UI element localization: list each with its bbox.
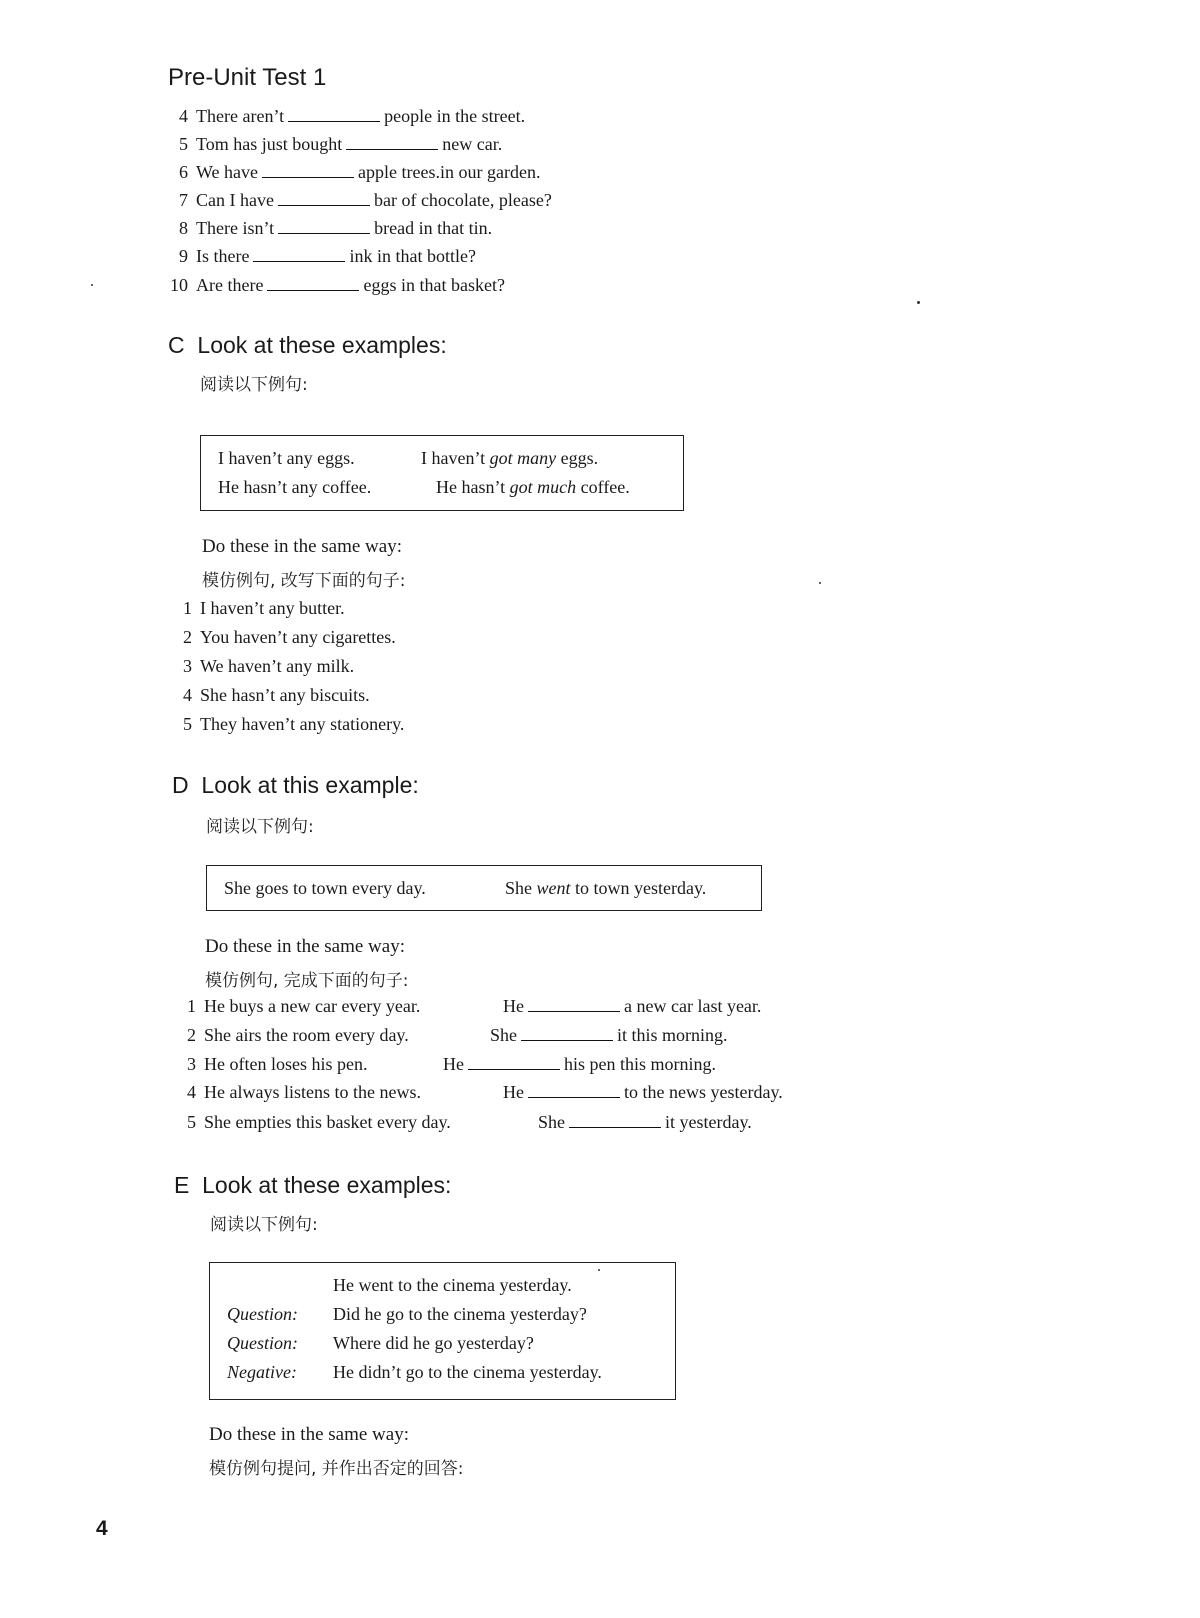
section-d-heading: D Look at this example: xyxy=(172,772,419,798)
section-e-instruction: Do these in the same way: xyxy=(209,1424,409,1445)
list-item-answer: She it this morning. xyxy=(490,1025,728,1045)
list-item: 4 He always listens to the news. xyxy=(187,1082,421,1102)
list-item: 9 Is there ink in that bottle? xyxy=(179,246,476,266)
page-number: 4 xyxy=(96,1517,108,1540)
list-item: 8 There isn’t bread in that tin. xyxy=(179,218,493,238)
example-label: Question: xyxy=(227,1304,298,1324)
answer-blank[interactable] xyxy=(569,1113,661,1128)
section-c-instruction: Do these in the same way: xyxy=(202,536,402,557)
scan-speck xyxy=(91,284,93,286)
list-item-answer: She it yesterday. xyxy=(538,1112,752,1132)
list-item: 5 She empties this basket every day. xyxy=(187,1112,451,1132)
list-item-answer: He his pen this morning. xyxy=(443,1054,716,1074)
answer-blank[interactable] xyxy=(278,219,370,234)
example-text: Where did he go yesterday? xyxy=(333,1333,534,1353)
example-left: She goes to town every day. xyxy=(224,878,426,898)
list-item: 4 She hasn’t any biscuits. xyxy=(183,685,370,705)
example-box-c xyxy=(200,435,684,511)
example-label: Negative: xyxy=(227,1362,297,1382)
example-box-e xyxy=(209,1262,676,1400)
section-d-cn-instruction: 模仿例句, 完成下面的句子: xyxy=(205,971,409,991)
section-e-cn-instruction: 模仿例句提问, 并作出否定的回答: xyxy=(209,1459,464,1479)
list-item: 7 Can I have bar of chocolate, please? xyxy=(179,190,552,210)
section-c-heading: C Look at these examples: xyxy=(168,332,447,358)
list-item: 4 There aren’t people in the street. xyxy=(179,106,526,126)
list-item: 6 We have apple trees.in our garden. xyxy=(179,162,541,182)
example-right: She went to town yesterday. xyxy=(505,878,707,898)
example-right: He hasn’t got much coffee. xyxy=(436,477,630,497)
list-item: 3 We haven’t any milk. xyxy=(183,656,355,676)
answer-blank[interactable] xyxy=(288,107,380,122)
answer-blank[interactable] xyxy=(468,1055,560,1070)
scan-speck xyxy=(917,301,920,304)
example-right: I haven’t got many eggs. xyxy=(421,448,599,468)
example-statement: He went to the cinema yesterday. xyxy=(333,1275,572,1295)
section-e-cn-heading: 阅读以下例句: xyxy=(210,1215,318,1235)
list-item: 2 She airs the room every day. xyxy=(187,1025,409,1045)
section-d-cn-heading: 阅读以下例句: xyxy=(206,817,314,837)
list-item: 3 He often loses his pen. xyxy=(187,1054,368,1074)
section-c-cn-instruction: 模仿例句, 改写下面的句子: xyxy=(202,571,406,591)
list-item: 1 He buys a new car every year. xyxy=(187,996,421,1016)
section-e-heading: E Look at these examples: xyxy=(174,1172,452,1198)
list-item: 2 You haven’t any cigarettes. xyxy=(183,627,396,647)
section-c-cn-heading: 阅读以下例句: xyxy=(200,375,308,395)
list-item: 5 Tom has just bought new car. xyxy=(179,134,503,154)
answer-blank[interactable] xyxy=(521,1026,613,1041)
example-left: I haven’t any eggs. xyxy=(218,448,355,468)
section-d-instruction: Do these in the same way: xyxy=(205,936,405,957)
scan-speck xyxy=(819,582,821,584)
answer-blank[interactable] xyxy=(528,1083,620,1098)
answer-blank[interactable] xyxy=(267,276,359,291)
page-title: Pre-Unit Test 1 xyxy=(168,64,327,91)
example-text: He didn’t go to the cinema yesterday. xyxy=(333,1362,602,1382)
answer-blank[interactable] xyxy=(528,997,620,1012)
scan-speck xyxy=(598,1269,600,1271)
list-item: 10 Are there eggs in that basket? xyxy=(170,275,505,295)
answer-blank[interactable] xyxy=(253,247,345,262)
list-item: 5 They haven’t any stationery. xyxy=(183,714,405,734)
list-item-answer: He to the news yesterday. xyxy=(503,1082,783,1102)
list-item: 1 I haven’t any butter. xyxy=(183,598,345,618)
answer-blank[interactable] xyxy=(346,135,438,150)
example-label: Question: xyxy=(227,1333,298,1353)
example-box-d xyxy=(206,865,762,911)
example-text: Did he go to the cinema yesterday? xyxy=(333,1304,587,1324)
example-left: He hasn’t any coffee. xyxy=(218,477,372,497)
list-item-answer: He a new car last year. xyxy=(503,996,762,1016)
answer-blank[interactable] xyxy=(262,163,354,178)
answer-blank[interactable] xyxy=(278,191,370,206)
